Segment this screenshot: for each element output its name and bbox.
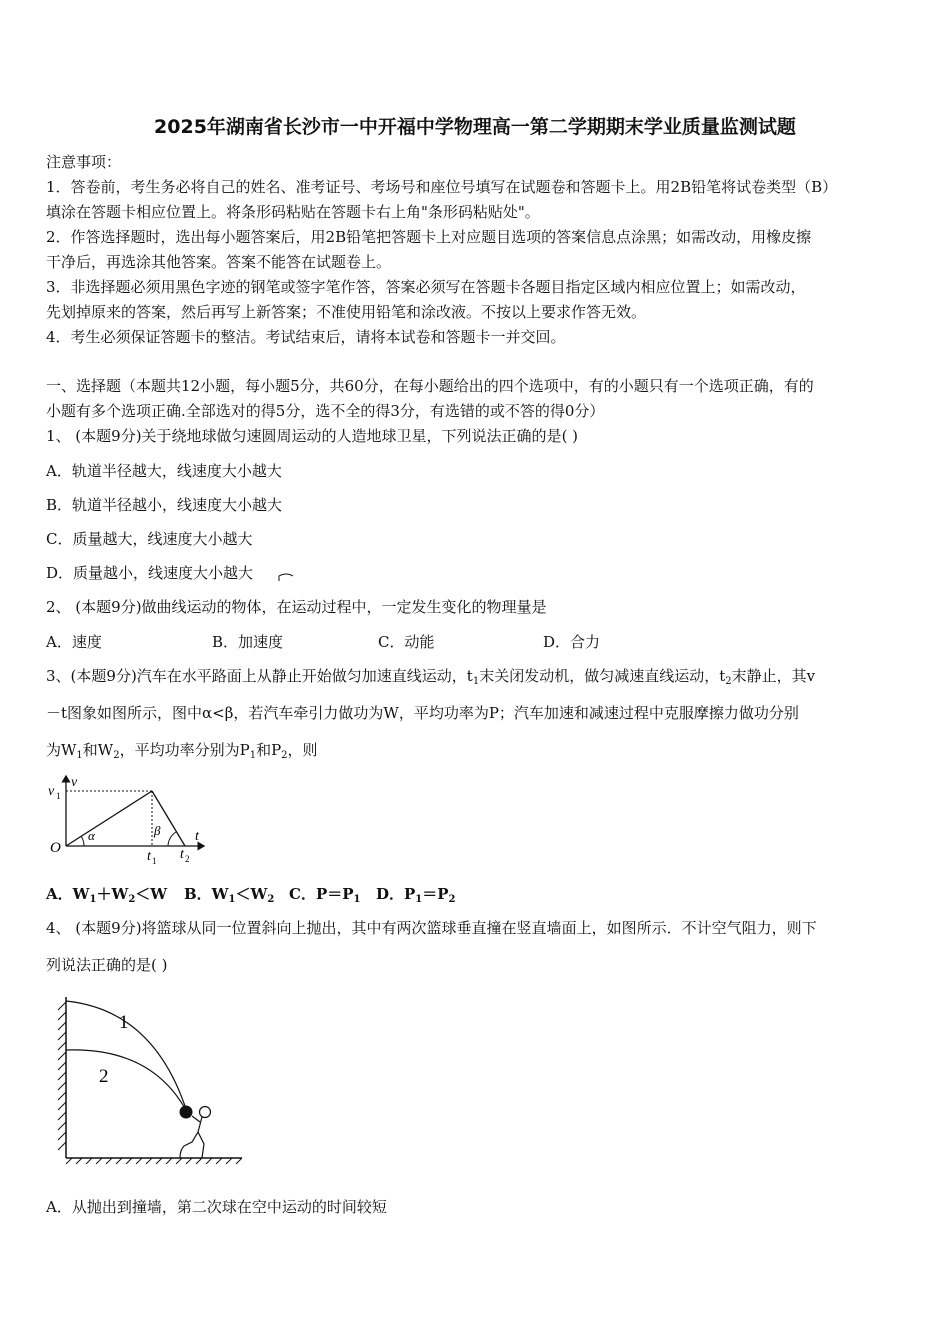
question-4-stem-line-2: 列说法正确的是( ) — [46, 956, 168, 974]
notice-line: 干净后，再选涂其他答案。答案不能答在试题卷上。 — [46, 253, 392, 271]
question-2-option-a: A．速度 — [46, 633, 102, 651]
t-axis-label: t — [195, 829, 199, 844]
trajectory-2-label: 2 — [99, 1066, 109, 1087]
t2-label: t — [180, 847, 184, 862]
alpha-label: α — [88, 828, 95, 843]
question-1-stem: 1、 (本题9分)关于绕地球做匀速圆周运动的人造地球卫星，下列说法正确的是( ) — [46, 427, 579, 445]
t2-label-sub: 2 — [185, 854, 190, 864]
section-header: 一、选择题（本题共12小题，每小题5分，共60分，在每小题给出的四个选项中，有的小题只有一个选项正确，有的 — [46, 377, 814, 395]
notice-line: 2．作答选择题时，选出每小题答案后，用2B铅笔把答题卡上对应题目选项的答案信息点涂黑；如需改动，用橡皮擦 — [46, 228, 812, 246]
question-3-option-b: B．$W_1<W_2$ — [184, 885, 275, 905]
small-mark-icon — [278, 570, 294, 582]
ground-hatching — [66, 1158, 242, 1164]
question-3-stem-line-2: －t图象如图所示，图中α<β，若汽车牵引力做功为W，平均功率为P；汽车加速和减速过程中克服摩擦力做功分别 — [46, 704, 799, 722]
question-1-option-d: D．质量越小，线速度大小越大 — [46, 564, 254, 582]
v1-label-sub: 1 — [56, 791, 61, 801]
page-title: 2025年湖南省长沙市一中开福中学物理高一第二学期期末学业质量监测试题 — [154, 116, 796, 138]
notice-line: 3．非选择题必须用黑色字迹的钢笔或签字笔作答，答案必须写在答题卡各题目指定区域内相应位置上；如需改动， — [46, 278, 806, 296]
t1-label: t — [147, 849, 151, 864]
t1-label-sub: 1 — [152, 856, 157, 866]
beta-label: β — [154, 823, 161, 838]
notice-heading: 注意事项： — [46, 153, 122, 171]
vt-graph — [44, 772, 214, 866]
beta-arc — [168, 832, 176, 846]
question-2-stem: 2、 (本题9分)做曲线运动的物体，在运动过程中，一定发生变化的物理量是 — [46, 598, 547, 616]
question-2-option-b: B．加速度 — [212, 633, 284, 651]
acceleration-line — [66, 791, 152, 846]
notice-line: 1．答卷前，考生务必将自己的姓名、准考证号、考场号和座位号填写在试题卷和答题卡上。用2B铅笔将试卷类型（B） — [46, 178, 838, 196]
question-1-option-c: C．质量越大，线速度大小越大 — [46, 530, 253, 548]
v-axis-label: v — [71, 775, 78, 790]
basketball — [180, 1106, 193, 1119]
question-3-stem-line-1: 3、(本题9分)汽车在水平路面上从静止开始做匀加速直线运动，$t_1$末关闭发动机，做匀减速直线运动，$t_2$末静止，其v — [46, 667, 816, 687]
question-2-option-c: C．动能 — [378, 633, 435, 651]
question-1-option-b: B．轨道半径越小，线速度大小越大 — [46, 496, 283, 514]
notice-line: 填涂在答题卡相应位置上。将条形码粘贴在答题卡右上角"条形码粘贴处"。 — [46, 203, 540, 221]
question-4-stem-line-1: 4、 (本题9分)将篮球从同一位置斜向上抛出，其中有两次篮球垂直撞在竖直墙面上，如图所示．不计空气阻力，则下 — [46, 919, 817, 937]
origin-label: O — [50, 840, 61, 856]
v1-label: v — [48, 784, 55, 799]
question-3-stem-line-3: 为$W_1$和$W_2$，平均功率分别为$P_1$和$P_2$，则 — [46, 741, 318, 761]
notice-line: 先划掉原来的答案，然后再写上新答案；不准使用铅笔和涂改液。不按以上要求作答无效。 — [46, 303, 647, 321]
wall-hatching — [58, 1002, 66, 1150]
question-1-option-a: A．轨道半径越大，线速度大小越大 — [46, 462, 282, 480]
question-3-option-d: D．$P_1=P_2$ — [376, 885, 456, 905]
question-4-option-a: A．从抛出到撞墙，第二次球在空中运动的时间较短 — [46, 1198, 387, 1216]
question-3-option-c: C．$P=P_1$ — [289, 885, 361, 905]
trajectory-2 — [66, 1050, 187, 1112]
section-header: 小题有多个选项正确.全部选对的得5分，选不全的得3分，有选错的或不答的得0分） — [46, 402, 605, 420]
basketball-wall-figure — [52, 992, 248, 1164]
question-2-option-d: D．合力 — [543, 633, 601, 651]
question-3-option-a: A．$W_1+W_2<W$ — [46, 885, 168, 905]
notice-line: 4．考生必须保证答题卡的整洁。考试结束后，请将本试卷和答题卡一并交回。 — [46, 328, 566, 346]
trajectory-1-label: 1 — [119, 1012, 129, 1033]
alpha-arc — [81, 836, 84, 846]
